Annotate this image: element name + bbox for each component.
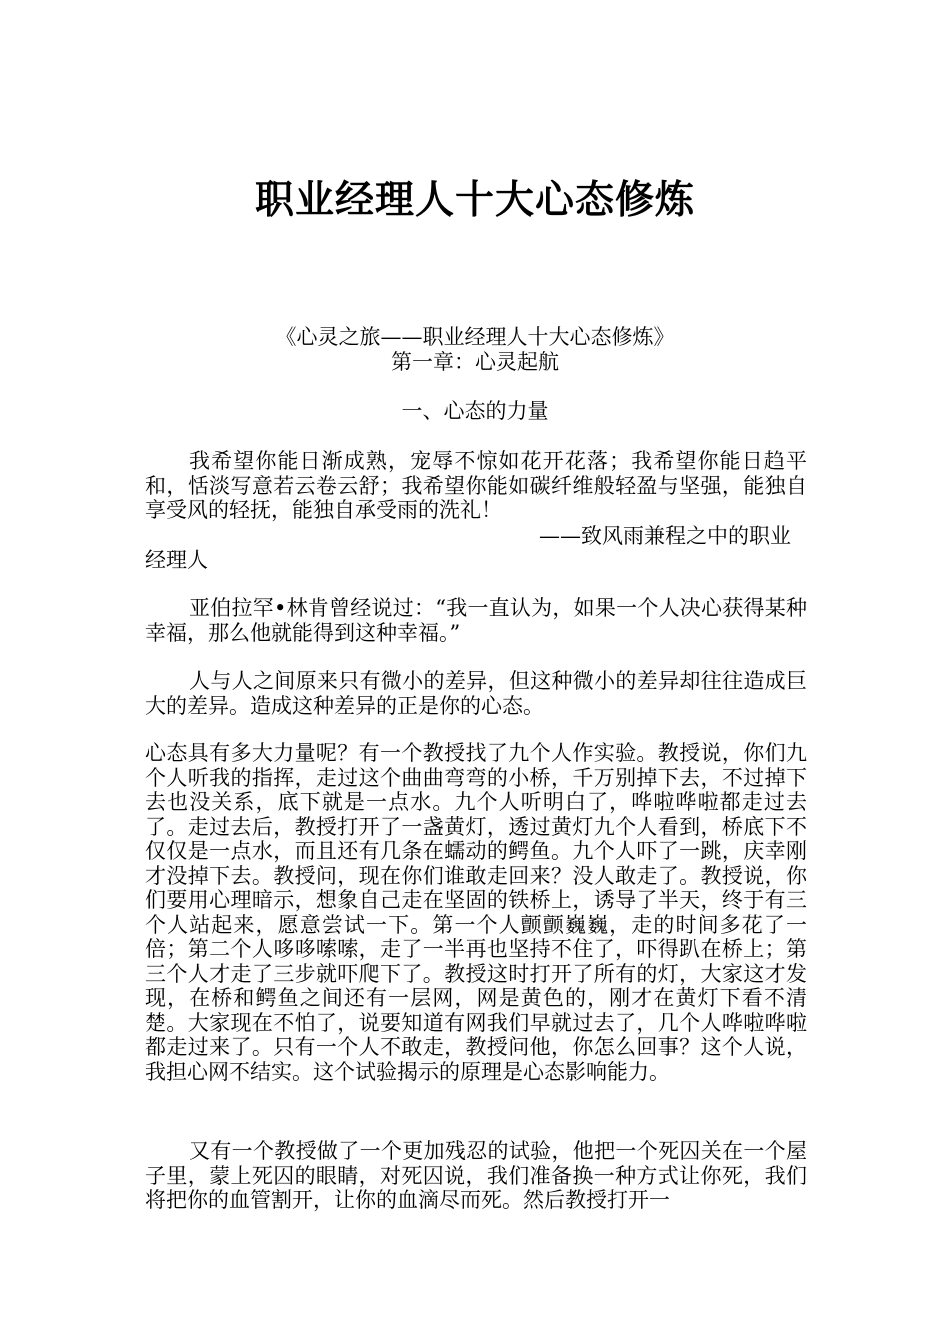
paragraph: 亚伯拉罕•林肯曾经说过：“我一直认为，如果一个人决心获得某种幸福，那么他就能得到这种幸福。” [145,596,807,645]
dedication-line: ——致风雨兼程之中的职业 [539,524,791,548]
paragraph: 心态具有多大力量呢？有一个教授找了九个人作实验。教授说，你们九个人听我的指挥，走过这个曲曲弯弯的小桥，千万别掉下去，不过掉下去也没关系，底下就是一点水。九个人听明白了，哗啦哗啦都走过去了。走过去后，教授打开了一盏黄灯，透过黄灯九个人看到，桥底下不仅仅是一点水，而且还有几条在蠕动的鳄鱼。九个人吓了一跳，庆幸刚才没掉下去。教授问，现在你们谁敢走回来？没人敢走了。教授说，你们要用心理暗示，想象自己走在坚固的铁桥上，诱导了半天，终于有三个人站起来，愿意尝试一下。第一个人颤颤巍巍，走的时间多花了一倍；第二个人哆哆嗦嗦，走了一半再也坚持不住了，吓得趴在桥上；第三个人才走了三步就吓爬下了。教授这时打开了所有的灯，大家这才发现，在桥和鳄鱼之间还有一层网，网是黄色的，刚才在黄灯下看不清楚。大家现在不怕了，说要知道有网我们早就过去了，几个人哗啦哗啦都走过来了。只有一个人不敢走，教授问他，你怎么回事？这个人说，我担心网不结实。这个试验揭示的原理是心态影响能力。 [145,741,807,1084]
paragraph: 我希望你能日渐成熟，宠辱不惊如花开花落；我希望你能日趋平和，恬淡写意若云卷云舒；我希望你能如碳纤维般轻盈与坚强，能独自享受风的轻抚，能独自承受雨的洗礼！ [145,449,807,522]
paragraph: 又有一个教授做了一个更加残忍的试验，他把一个死囚关在一个屋子里，蒙上死囚的眼睛，对死囚说，我们准备换一种方式让你死，我们将把你的血管割开，让你的血滴尽而死。然后教授打开一 [145,1139,807,1212]
document-title: 职业经理人十大心态修炼 [254,177,695,223]
chapter-heading: 第一章：心灵起航 [391,350,559,374]
dedication-continuation: 经理人 [145,548,208,572]
book-title: 《心灵之旅——职业经理人十大心态修炼》 [275,325,675,349]
section-heading: 一、心态的力量 [401,399,549,423]
paragraph: 人与人之间原来只有微小的差异，但这种微小的差异却往往造成巨大的差异。造成这种差异的正是你的心态。 [145,669,807,718]
